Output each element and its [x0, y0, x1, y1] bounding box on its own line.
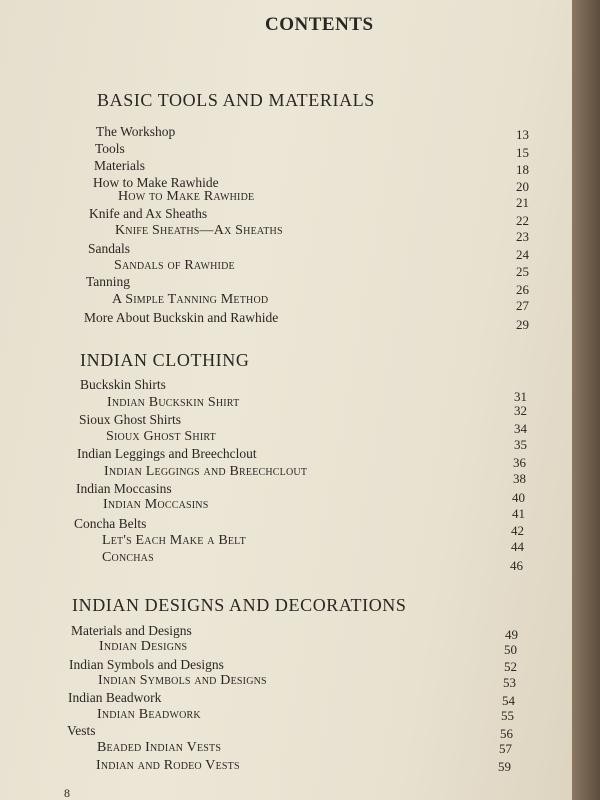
toc-page-number: 59	[498, 759, 511, 774]
toc-page-number: 46	[510, 558, 523, 573]
section-title-basic-tools: BASIC TOOLS AND MATERIALS	[97, 90, 375, 110]
toc-entry: The Workshop	[96, 124, 176, 139]
toc-subentry: Beaded Indian Vests	[97, 740, 222, 755]
toc-entry: Buckskin Shirts	[80, 377, 166, 392]
toc-entry: Vests	[67, 723, 96, 738]
toc-page-number: 29	[516, 317, 529, 332]
contents-title: CONTENTS	[265, 14, 374, 35]
toc-page-number: 55	[501, 708, 514, 723]
toc-page-number: 44	[511, 539, 524, 554]
toc-page-number: 24	[516, 247, 529, 262]
toc-page-number: 25	[516, 264, 529, 279]
toc-page-number: 52	[504, 659, 517, 674]
toc-subentry: A Simple Tanning Method	[112, 292, 269, 307]
toc-entry: Tanning	[86, 274, 131, 289]
toc-page-number: 57	[499, 741, 512, 756]
toc-page-number: 26	[516, 282, 529, 297]
toc-page-number: 35	[514, 437, 527, 452]
toc-subentry: Indian Buckskin Shirt	[107, 395, 240, 410]
background-edge	[572, 0, 600, 800]
toc-page-number: 20	[516, 179, 529, 194]
toc-page-number: 56	[500, 726, 513, 741]
toc-page-number: 32	[514, 403, 527, 418]
toc-page-number: 18	[516, 162, 529, 177]
toc-page-number: 42	[511, 523, 524, 538]
toc-entry: Tools	[95, 141, 125, 156]
toc-entry: How to Make Rawhide	[93, 175, 219, 190]
toc-subentry: Sioux Ghost Shirt	[106, 429, 216, 444]
toc-page-number: 36	[513, 455, 526, 470]
toc-entry: Knife and Ax Sheaths	[89, 206, 208, 221]
toc-page-number: 34	[514, 421, 527, 436]
toc-entry: Indian Beadwork	[68, 690, 162, 705]
page-number: 8	[64, 786, 70, 800]
toc-subentry: Indian Moccasins	[103, 497, 209, 512]
toc-page-number: 38	[513, 471, 526, 486]
toc-subentry: Knife Sheaths—Ax Sheaths	[115, 223, 283, 238]
toc-subentry: Indian Designs	[99, 639, 188, 654]
toc-subentry: Indian and Rodeo Vests	[96, 758, 240, 773]
section-title-indian-designs: INDIAN DESIGNS AND DECORATIONS	[72, 595, 407, 615]
toc-page-number: 40	[512, 490, 525, 505]
toc-entry: Materials and Designs	[71, 623, 192, 638]
toc-page-number: 31	[514, 389, 527, 404]
toc-page-number: 15	[516, 145, 529, 160]
toc-entry: Materials	[94, 158, 145, 173]
toc-subentry: Sandals of Rawhide	[114, 258, 235, 273]
toc-page-number: 50	[504, 642, 517, 657]
toc-page-number: 41	[512, 506, 525, 521]
toc-page-number: 23	[516, 229, 529, 244]
toc-subentry: Indian Leggings and Breechclout	[104, 464, 308, 479]
toc-page-number: 21	[516, 195, 529, 210]
toc-entry: More About Buckskin and Rawhide	[84, 310, 279, 325]
toc-page-number: 53	[503, 675, 516, 690]
toc-subentry: Indian Symbols and Designs	[98, 673, 267, 688]
toc-entry: Sioux Ghost Shirts	[79, 412, 182, 427]
toc-subentry: How to Make Rawhide	[118, 189, 255, 204]
section-title-indian-clothing: INDIAN CLOTHING	[80, 350, 250, 370]
toc-entry: Indian Leggings and Breechclout	[77, 446, 257, 461]
toc-page-number: 13	[516, 127, 529, 142]
toc-subentry: Conchas	[102, 550, 154, 565]
toc-entry: Indian Symbols and Designs	[69, 657, 224, 672]
toc-entry: Sandals	[88, 241, 130, 256]
toc-subentry: Let's Each Make a Belt	[102, 533, 246, 548]
toc-entry: Concha Belts	[74, 516, 147, 531]
toc-page-number: 49	[505, 627, 518, 642]
toc-page-number: 22	[516, 213, 529, 228]
toc-entry: Indian Moccasins	[76, 481, 172, 496]
toc-subentry: Indian Beadwork	[97, 707, 201, 722]
toc-page-number: 27	[516, 298, 529, 313]
toc-page-number: 54	[502, 693, 515, 708]
